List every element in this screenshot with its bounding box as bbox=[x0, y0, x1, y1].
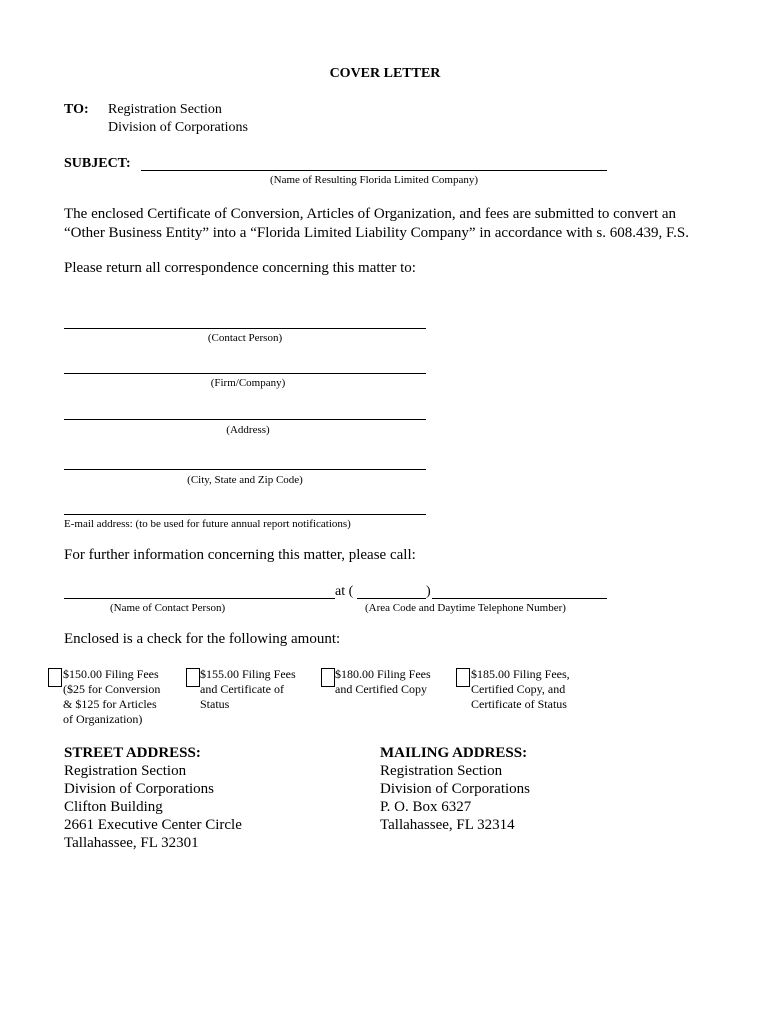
fee-option-1-line-1: $150.00 Filing Fees bbox=[63, 667, 159, 681]
contact-name-line[interactable] bbox=[64, 598, 335, 599]
firm-line[interactable] bbox=[64, 373, 426, 374]
fee-option-1 bbox=[63, 667, 178, 727]
mailing-address-line-2: Division of Corporations bbox=[380, 781, 530, 797]
return-text: Please return all correspondence concerning this matter to: bbox=[64, 260, 416, 276]
to-label: TO: bbox=[64, 102, 89, 117]
fee-option-3-line-2: and Certified Copy bbox=[335, 682, 427, 696]
street-address-block bbox=[64, 744, 242, 852]
phone-line[interactable] bbox=[432, 598, 607, 599]
mailing-address-line-4: Tallahassee, FL 32314 bbox=[380, 817, 515, 833]
fee-option-3-line-1: $180.00 Filing Fees bbox=[335, 667, 431, 681]
fee-option-4-checkbox[interactable] bbox=[456, 668, 470, 687]
close-paren: ) bbox=[426, 584, 431, 599]
subject-label: SUBJECT: bbox=[64, 156, 131, 171]
at-label: at ( bbox=[335, 584, 354, 599]
contact-person-caption: (Contact Person) bbox=[207, 332, 283, 344]
street-address-line-2: Division of Corporations bbox=[64, 781, 214, 797]
mailing-address-line-3: P. O. Box 6327 bbox=[380, 799, 472, 815]
fee-option-4-line-1: $185.00 Filing Fees, bbox=[471, 667, 570, 681]
subject-caption: (Name of Resulting Florida Limited Company) bbox=[269, 174, 479, 186]
fee-option-4-line-2: Certified Copy, and bbox=[471, 682, 566, 696]
fee-option-1-line-2: ($25 for Conversion bbox=[63, 682, 161, 696]
address-caption: (Address) bbox=[226, 424, 270, 436]
street-address-line-4: 2661 Executive Center Circle bbox=[64, 817, 242, 833]
fee-option-2 bbox=[200, 667, 315, 712]
fee-option-1-line-4: of Organization) bbox=[63, 712, 143, 726]
area-code-line[interactable] bbox=[357, 598, 426, 599]
fee-option-2-line-1: $155.00 Filing Fees bbox=[200, 667, 296, 681]
email-caption: E-mail address: (to be used for future annual report notifications) bbox=[64, 518, 351, 530]
enclosed-text: Enclosed is a check for the following amount: bbox=[64, 631, 341, 647]
fee-option-4-line-3: Certificate of Status bbox=[471, 697, 567, 711]
address-line[interactable] bbox=[64, 419, 426, 420]
mailing-address-block bbox=[380, 744, 530, 834]
fee-option-2-checkbox[interactable] bbox=[186, 668, 200, 687]
name-caption: (Name of Contact Person) bbox=[110, 602, 226, 614]
body-paragraph-line-1: The enclosed Certificate of Conversion, Articles of Organization, and fees are submitted to convert an bbox=[64, 206, 677, 222]
city-state-zip-caption: (City, State and Zip Code) bbox=[187, 474, 303, 486]
fee-option-1-line-3: & $125 for Articles bbox=[63, 697, 157, 711]
subject-input-line[interactable] bbox=[141, 170, 607, 171]
fee-option-1-checkbox[interactable] bbox=[48, 668, 62, 687]
to-line-2: Division of Corporations bbox=[108, 120, 248, 135]
contact-person-line[interactable] bbox=[64, 328, 426, 329]
street-address-line-1: Registration Section bbox=[64, 763, 187, 779]
firm-caption: (Firm/Company) bbox=[210, 377, 286, 389]
mailing-address-heading: MAILING ADDRESS: bbox=[380, 745, 528, 761]
fee-option-2-line-3: Status bbox=[200, 697, 230, 711]
further-info-text: For further information concerning this matter, please call: bbox=[64, 547, 416, 563]
city-state-zip-line[interactable] bbox=[64, 469, 426, 470]
fee-option-2-line-2: and Certificate of bbox=[200, 682, 284, 696]
mailing-address-line-1: Registration Section bbox=[380, 763, 503, 779]
street-address-line-3: Clifton Building bbox=[64, 799, 163, 815]
street-address-heading: STREET ADDRESS: bbox=[64, 745, 201, 761]
page-title: COVER LETTER bbox=[329, 66, 441, 81]
email-line[interactable] bbox=[64, 514, 426, 515]
street-address-line-5: Tallahassee, FL 32301 bbox=[64, 835, 199, 851]
fee-option-3-checkbox[interactable] bbox=[321, 668, 335, 687]
to-line-1: Registration Section bbox=[108, 102, 222, 117]
body-paragraph-line-2: “Other Business Entity” into a “Florida Limited Liability Company” in accordance with s. 608.439, F.S. bbox=[64, 225, 689, 241]
phone-caption: (Area Code and Daytime Telephone Number) bbox=[365, 602, 566, 614]
fee-option-3 bbox=[335, 667, 455, 697]
fee-option-4 bbox=[471, 667, 591, 712]
